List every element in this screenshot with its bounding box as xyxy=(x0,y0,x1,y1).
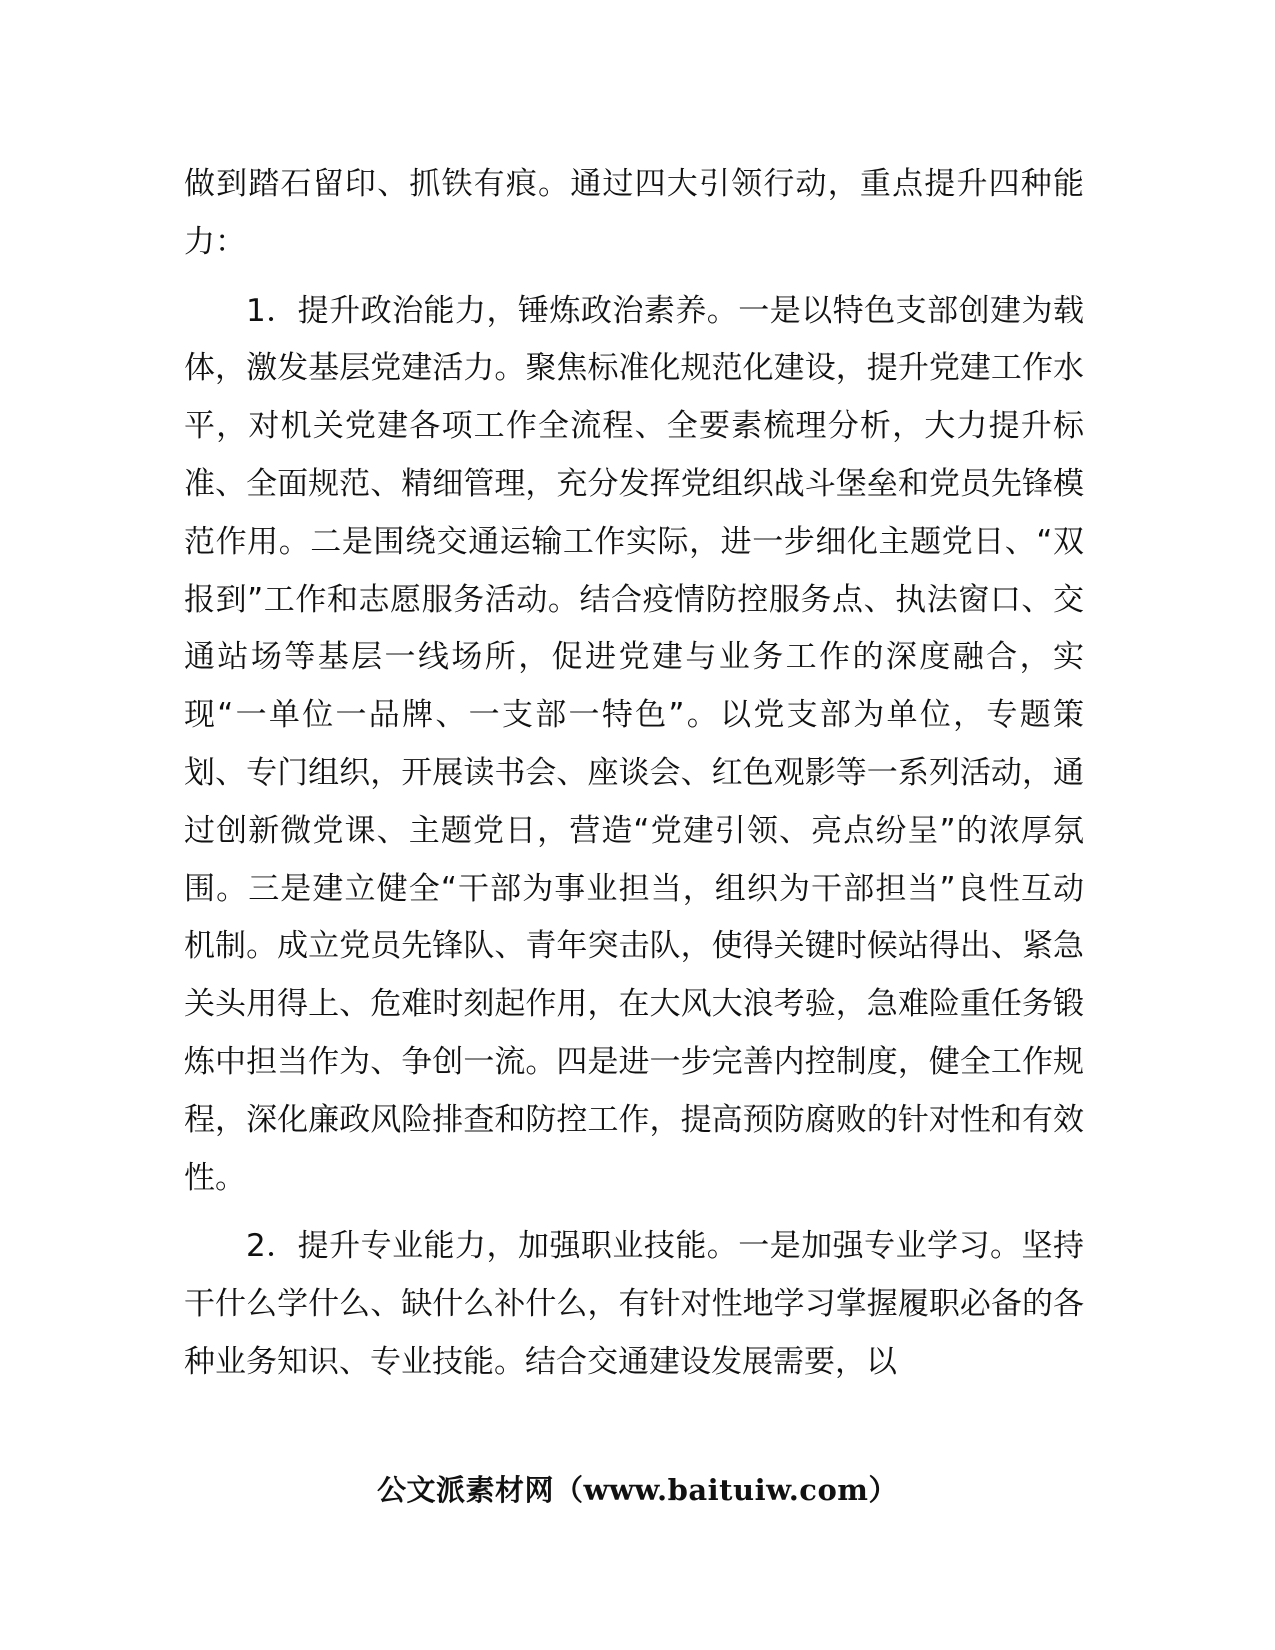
footer-watermark: 公文派素材网（www.baituiw.com） xyxy=(377,1473,898,1507)
document-body xyxy=(184,156,1084,1392)
paragraph-continuation: 做到踏石留印、抓铁有痕。通过四大引领行动，重点提升四种能力： xyxy=(184,166,1084,260)
paragraph-professional-ability: 2．提升专业能力，加强职业技能。一是加强专业学习。坚持干什么学什么、缺什么补什么，有针对性地学习掌握履职必备的各种业务知识、专业技能。结合交通建设发展需要，以 xyxy=(184,1228,1084,1380)
paragraph-political-ability: 1．提升政治能力，锤炼政治素养。一是以特色支部创建为载体，激发基层党建活力。聚焦标准化规范化建设，提升党建工作水平，对机关党建各项工作全流程、全要素梳理分析，大力提升标准、全面规范、精细管理，充分发挥党组织战斗堡垒和党员先锋模范作用。二是围绕交通运输工作实际，进一步细化主题党日、“双报到”工作和志愿服务活动。结合疫情防控服务点、执法窗口、交通站场等基层一线场所，促进党建与业务工作的深度融合，实现“一单位一品牌、一支部一特色”。以党支部为单位，专题策划、专门组织，开展读书会、座谈会、红色观影等一系列活动，通过创新微党课、主题党日，营造“党建引领、亮点纷呈”的浓厚氛围。三是建立健全“干部为事业担当，组织为干部担当”良性互动机制。成立党员先锋队、青年突击队，使得关键时候站得出、紧急关头用得上、危难时刻起作用，在大风大浪考验，急难险重任务锻炼中担当作为、争创一流。四是进一步完善内控制度，健全工作规程，深化廉政风险排查和防控工作，提高预防腐败的针对性和有效性。 xyxy=(184,292,1084,1196)
